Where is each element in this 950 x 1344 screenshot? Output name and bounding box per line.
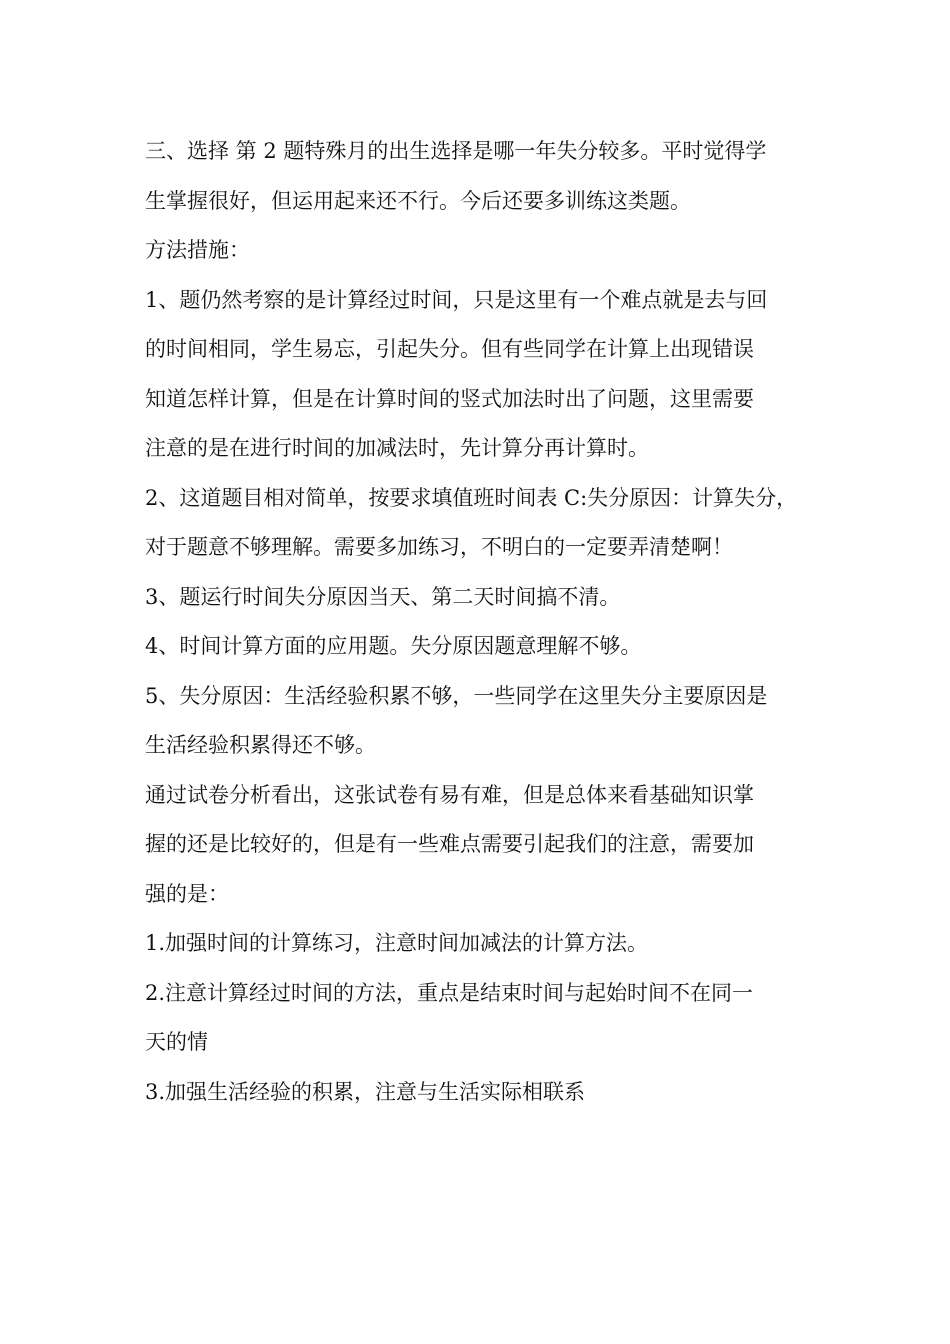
text-line: 3.加强生活经验的积累，注意与生活实际相联系 xyxy=(145,1079,586,1104)
text-line: 1.加强时间的计算练习，注意时间加减法的计算方法。 xyxy=(145,931,649,955)
text-line: 3、题运行时间失分原因当天、第二天时间搞不清。 xyxy=(145,584,621,609)
text-line: 对于题意不够理解。需要多加练习，不明白的一定要弄清楚啊！ xyxy=(145,535,733,559)
text-line: 天的情 xyxy=(145,1030,208,1054)
text-line: 注意的是在进行时间的加减法时，先计算分再计算时。 xyxy=(145,436,649,460)
text-line: 5、失分原因：生活经验积累不够，一些同学在这里失分主要原因是 xyxy=(145,683,768,708)
text-line: 握的还是比较好的，但是有一些难点需要引起我们的注意，需要加 xyxy=(145,832,754,856)
text-line: 生掌握很好，但运用起来还不行。今后还要多训练这类题。 xyxy=(145,188,691,213)
text-line: 生活经验积累得还不够。 xyxy=(145,733,376,757)
text-line: 三、选择 第 2 题特殊月的出生选择是哪一年失分较多。平时觉得学 xyxy=(145,139,767,163)
document-body xyxy=(145,127,835,1117)
text-line: 强的是： xyxy=(145,881,229,906)
text-line: 2、这道题目相对简单，按要求填值班时间表 C:失分原因：计算失分， xyxy=(145,485,798,510)
text-line: 1、题仍然考察的是计算经过时间，只是这里有一个难点就是去与回 xyxy=(145,287,768,312)
text-line: 方法措施： xyxy=(145,238,250,262)
text-line: 通过试卷分析看出，这张试卷有易有难，但是总体来看基础知识掌 xyxy=(145,782,754,807)
text-line: 2.注意计算经过时间的方法，重点是结束时间与起始时间不在同一 xyxy=(145,980,754,1005)
text-line: 知道怎样计算，但是在计算时间的竖式加法时出了问题，这里需要 xyxy=(145,386,754,411)
text-line: 的时间相同，学生易忘，引起失分。但有些同学在计算上出现错误 xyxy=(145,337,754,361)
text-line: 4、时间计算方面的应用题。失分原因题意理解不够。 xyxy=(145,634,642,658)
